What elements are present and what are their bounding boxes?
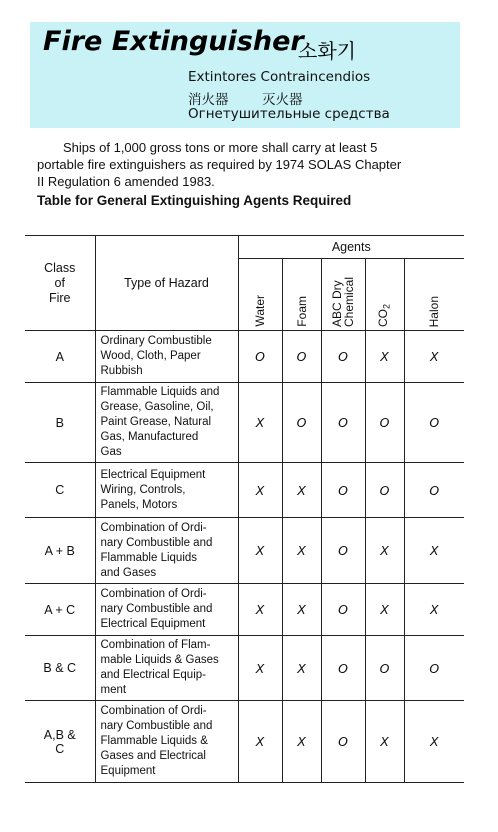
mark-cell: O (238, 331, 282, 383)
header-co2-sub: 2 (381, 303, 392, 309)
header-class-line: Class (44, 260, 76, 275)
intro-paragraph (37, 139, 459, 190)
table-row (25, 383, 464, 463)
hazard-cell: Flammable Liquids and Grease, Gasoline, Oil, Paint Grease, Natural Gas, Manufactured Gas (95, 383, 238, 463)
class-cell: A (25, 331, 95, 383)
intro-line: Ships of 1,000 gross tons or more shall carry at least 5 (63, 140, 378, 155)
hazard-cell: Combination of Ordi- nary Combustible and Flammable Liquids and Gases (95, 518, 238, 584)
class-cell: A + C (25, 584, 95, 636)
header-type-of-hazard: Type of Hazard (95, 236, 238, 331)
intro-line: II Regulation 6 amended 1983. (37, 174, 215, 189)
mark-cell: O (321, 463, 365, 518)
header-class-line: Fire (48, 290, 71, 305)
mark-cell: X (282, 584, 321, 636)
header-water: Water (238, 259, 282, 331)
subtitle-russian: Огнетушительные средства (188, 106, 390, 122)
mark-cell: X (404, 518, 464, 584)
title-korean: 소화기 (298, 39, 356, 63)
agents-table (25, 235, 464, 783)
mark-cell: X (282, 463, 321, 518)
mark-cell: O (321, 383, 365, 463)
mark-cell: O (282, 383, 321, 463)
mark-cell: X (365, 584, 404, 636)
title-banner (30, 22, 460, 128)
mark-cell: X (404, 331, 464, 383)
mark-cell: X (282, 518, 321, 584)
table-row (25, 331, 464, 383)
header-co2-main: CO (375, 309, 390, 327)
mark-cell: X (282, 701, 321, 783)
mark-cell: X (404, 584, 464, 636)
mark-cell: O (365, 636, 404, 701)
mark-cell: X (365, 701, 404, 783)
hazard-cell: Combination of Flam- mable Liquids & Gases and Electrical Equip- ment (95, 636, 238, 701)
mark-cell: O (321, 701, 365, 783)
table-row (25, 584, 464, 636)
header-abc-dry-chemical (321, 259, 365, 331)
mark-cell: X (404, 701, 464, 783)
mark-cell: O (321, 518, 365, 584)
header-agents: Agents (238, 236, 464, 259)
mark-cell: O (404, 383, 464, 463)
table-row (25, 463, 464, 518)
hazard-cell: Electrical Equipment Wiring, Controls, Panels, Motors (95, 463, 238, 518)
mark-cell: X (238, 636, 282, 701)
class-cell: B (25, 383, 95, 463)
mark-cell: X (238, 584, 282, 636)
mark-cell: X (238, 463, 282, 518)
hazard-cell: Combination of Ordi- nary Combustible and Flammable Liquids & Gases and Electrical Equipment (95, 701, 238, 783)
header-co2 (365, 259, 404, 331)
mark-cell: O (282, 331, 321, 383)
mark-cell: O (365, 383, 404, 463)
mark-cell: O (365, 463, 404, 518)
header-abc-line: Chemical (342, 276, 356, 327)
page-title: Fire Extinguisher (43, 26, 304, 57)
subtitle-spanish: Extintores Contraincendios (188, 69, 371, 85)
mark-cell: O (321, 331, 365, 383)
table-title: Table for General Extinguishing Agents Required (37, 193, 352, 208)
header-foam: Foam (282, 259, 321, 331)
header-halon: Halon (404, 259, 464, 331)
mark-cell: O (321, 636, 365, 701)
subtitle-chinese-2: 灭火器 (262, 92, 303, 108)
table-row (25, 518, 464, 584)
mark-cell: X (365, 518, 404, 584)
class-cell: C (25, 463, 95, 518)
mark-cell: X (282, 636, 321, 701)
intro-line: portable fire extinguishers as required by 1974 SOLAS Chapter (37, 157, 402, 172)
mark-cell: O (404, 463, 464, 518)
header-abc-line: ABC Dry (330, 280, 344, 327)
table-row (25, 701, 464, 783)
header-class-line: of (54, 275, 65, 290)
hazard-cell: Combination of Ordi- nary Combustible and Electrical Equipment (95, 584, 238, 636)
header-class-of-fire (25, 236, 95, 331)
mark-cell: X (238, 383, 282, 463)
class-cell: A,B & C (25, 701, 95, 783)
mark-cell: X (365, 331, 404, 383)
hazard-cell: Ordinary Combustible Wood, Cloth, Paper Rubbish (95, 331, 238, 383)
mark-cell: O (404, 636, 464, 701)
class-cell: A + B (25, 518, 95, 584)
table-row (25, 636, 464, 701)
mark-cell: X (238, 701, 282, 783)
subtitle-chinese-1: 消火器 (188, 92, 229, 108)
mark-cell: X (238, 518, 282, 584)
mark-cell: O (321, 584, 365, 636)
class-cell: B & C (25, 636, 95, 701)
